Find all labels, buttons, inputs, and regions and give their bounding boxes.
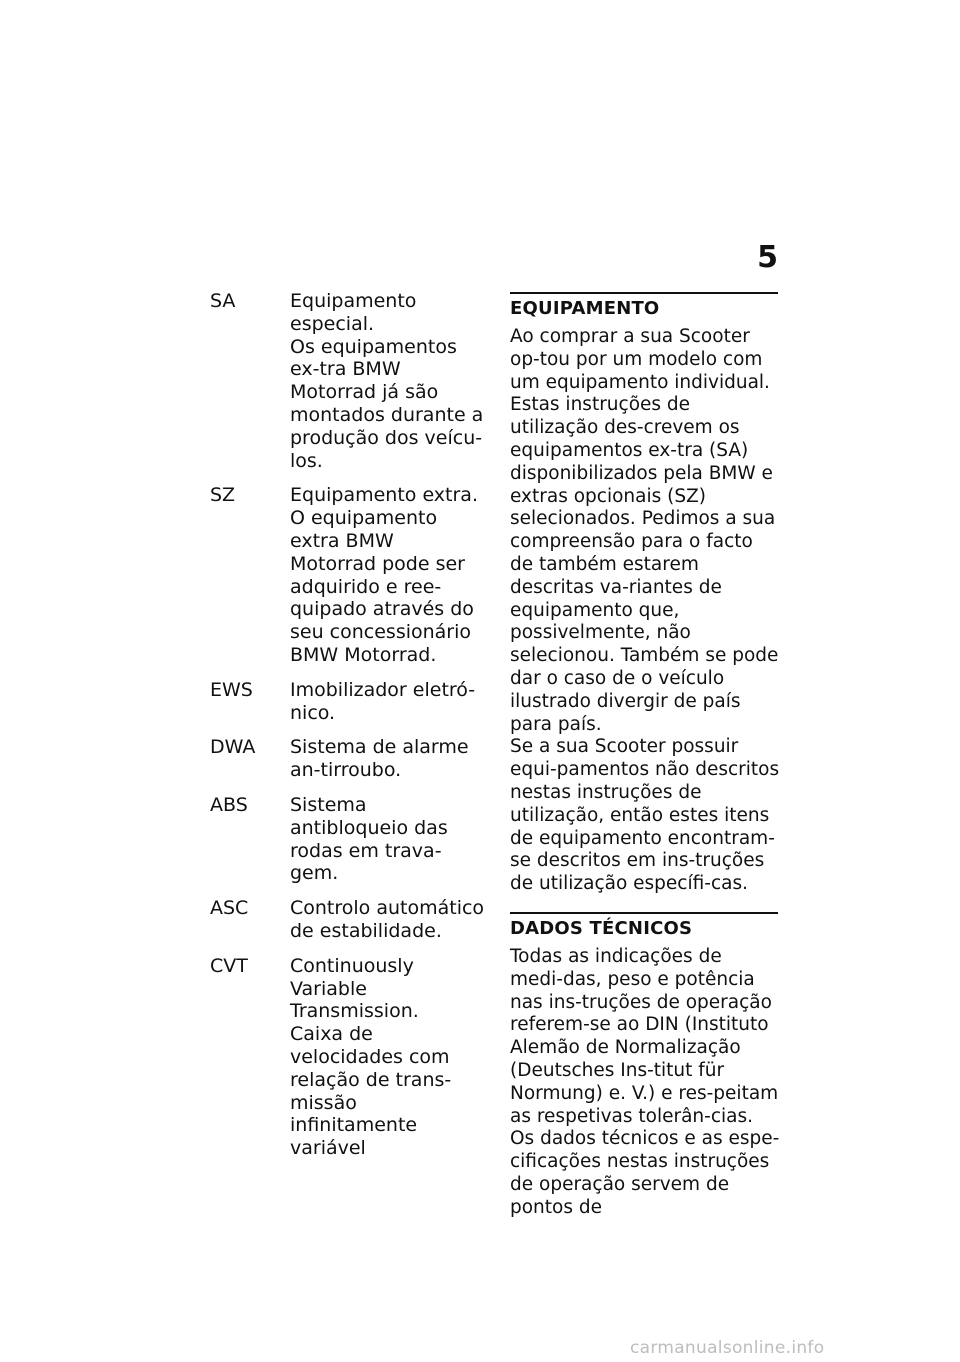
abbreviation-code: SA	[210, 290, 236, 312]
abbreviation-definition	[290, 736, 485, 782]
abbreviation-title: Sistema antibloqueio das rodas em trava-gem.	[290, 793, 448, 885]
watermark: carmanualsonline.info	[630, 1338, 825, 1358]
dados-tecnicos-section	[510, 912, 780, 1220]
abbreviation-title: Imobilizador eletró-nico.	[290, 678, 476, 724]
abbreviation-row-dwa	[210, 736, 485, 782]
abbreviation-row-asc	[210, 897, 485, 943]
abbreviation-definition	[290, 897, 485, 943]
abbreviation-title: Controlo automático de estabilidade.	[290, 897, 485, 942]
abbreviation-code: DWA	[210, 736, 256, 759]
dados-tecnicos-paragraph: Todas as indicações de medi-das, peso e potência nas ins-truções de operação referem-se ao DIN (Instituto Alemão de Normalização (Deutsches Ins-titut für Normung) e. V.) e res-peitam as respetivas tolerân-cias.	[510, 945, 779, 1127]
content-column	[510, 292, 780, 1219]
equipamento-paragraph: Se a sua Scooter possuir equi-pamentos não descritos nestas instruções de utilização, então estes itens de equipamento encontram-se descritos em ins-truções de utilização específi-cas.	[510, 736, 780, 895]
abbreviation-title: Equipamento especial.	[290, 290, 417, 335]
abbreviation-definition	[290, 290, 485, 472]
abbreviation-row-ews	[210, 679, 485, 725]
abbreviation-code: SZ	[210, 484, 236, 507]
abbreviation-row-abs	[210, 794, 485, 885]
abbreviation-row-sa	[210, 290, 485, 472]
abbreviation-title: Continuously Variable Transmission.	[290, 954, 419, 1023]
dados-tecnicos-paragraph: Os dados técnicos e as espe-cificações nestas instruções de operação servem de pontos de	[510, 1128, 780, 1218]
abbreviation-title: Equipamento extra.	[290, 484, 478, 507]
abbreviation-title: Sistema de alarme an-tirroubo.	[290, 736, 469, 782]
abbreviation-row-sz	[210, 484, 485, 666]
abbreviation-description: O equipamento extra BMW Motorrad pode ser adquirido e ree-quipado através do seu concessionário BMW Motorrad.	[290, 507, 474, 666]
abbreviation-code: ABS	[210, 793, 248, 816]
abbreviation-definition	[290, 955, 485, 1160]
abbreviation-definition	[290, 679, 485, 725]
equipamento-paragraph: Ao comprar a sua Scooter op-tou por um modelo com um equipamento individual. Estas instruções de utilização des-crevem os equipamentos ex-tra (SA) disponibilizados pela BMW e extras opcionais (SZ) selecionados. Pedimos a sua compreensão para o facto de também estarem descritas va-riantes de equipamento que, possivelmente, não selecionou. Também se pode dar o caso de o veículo ilustrado divergir de país para país.	[510, 326, 779, 735]
abbreviation-code: EWS	[210, 678, 253, 701]
page-number: 5	[757, 240, 778, 275]
dados-tecnicos-heading: DADOS TÉCNICOS	[510, 917, 693, 939]
abbreviation-description: Caixa de velocidades com relação de trans-missão infinitamente variável	[290, 1023, 452, 1160]
abbreviation-definition	[290, 484, 485, 666]
abbreviation-definition	[290, 794, 485, 885]
abbreviation-code: ASC	[210, 897, 249, 920]
abbreviation-list	[210, 290, 485, 1172]
abbreviation-description: Os equipamentos ex-tra BMW Motorrad já são montados durante a produção dos veícu-los.	[290, 335, 484, 472]
abbreviation-row-cvt	[210, 955, 485, 1160]
section-divider	[510, 912, 778, 914]
equipamento-heading: EQUIPAMENTO	[510, 298, 660, 319]
section-divider	[510, 292, 778, 294]
abbreviation-code: CVT	[210, 954, 248, 977]
